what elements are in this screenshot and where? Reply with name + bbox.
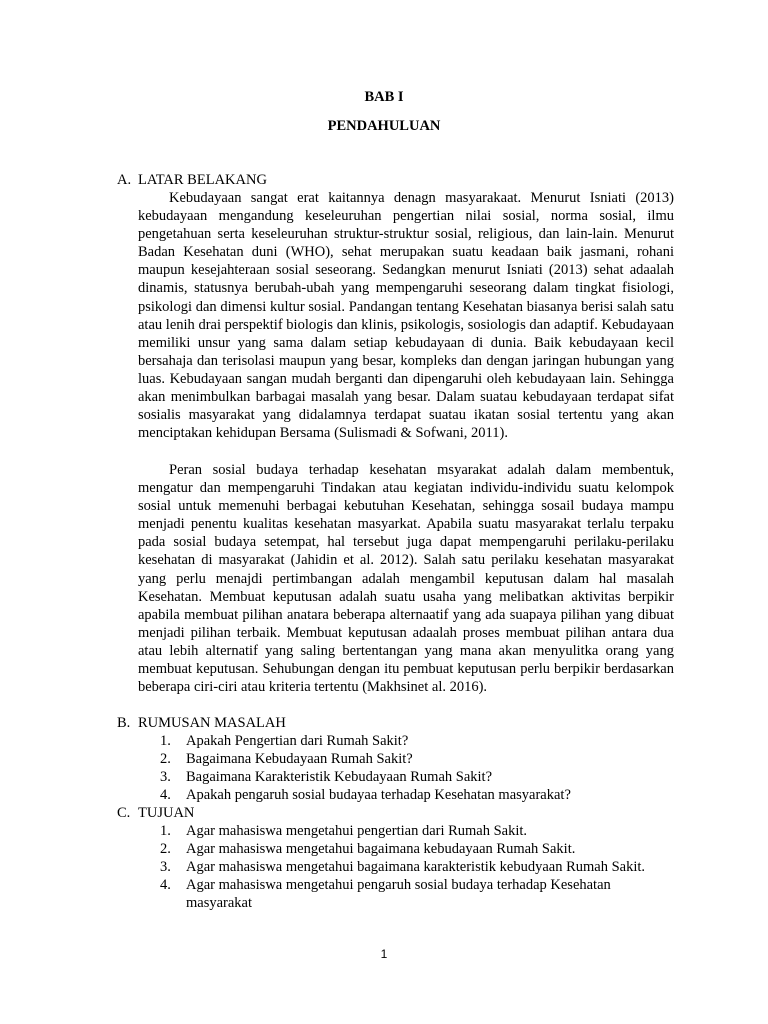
- section-b-title: RUMUSAN MASALAH: [138, 715, 286, 731]
- list-item-number: 3.: [160, 769, 171, 785]
- list-item: [160, 858, 650, 876]
- list-item-text: Agar mahasiswa mengetahui bagaimana kebudayaan Rumah Sakit.: [186, 841, 576, 857]
- section-a-title: LATAR BELAKANG: [138, 172, 267, 188]
- list-item-number: 1.: [160, 733, 171, 749]
- list-item-number: 3.: [160, 859, 171, 875]
- list-item: [160, 786, 660, 804]
- list-item: [160, 732, 660, 750]
- background-paragraph-1: Kebudayaan sangat erat kaitannya denagn masyarakaat. Menurut Isniati (2013) kebudayaan mengandung keseleuruhan pengertian nilai sosial, norma sosial, ilmu pengetahuan serta keseleuruhan struktur-struktur sosial, religious, dan lain-lain. Menurut Badan Kesehatan duni (WHO), sehat merupakan suatu keadaan baik jasmani, rohani maupun kesejahteraan sosial seseorang. Sedangkan menurut Isniati (2013) sehat adaalah dinamis, statusnya berubah-ubah yang mempengaruhi seseorang dalam tingkat fisiologi, psikologi dan dimensi kultur sosial. Pandangan tentang Kesehatan biasanya berisi salah satu atau lenih drai perspektif biologis dan klinis, psikologis, sosiologis dan adaptif. Kebudayaan memiliki unsur yang sama dalam setiap kebudayaan di dunia. Baik kebudayaan kecil bersahaja dan terisolasi maupun yang besar, kompleks dan dengan jaringan hubungan yang luas. Kebudayaan sangan mudah berganti dan dipengaruhi oleh kebudayaan lain. Sehingga akan menimbulkan barbagai masalah yang besar. Dalam suatau kebudayaan terdapat sifat sosialis masyarakat yang didalamnya terdapat suatau ikatan sosial tertentu yang akan menciptakan kehidupan Bersama (Sulismadi & Sofwani, 2011).: [138, 190, 674, 442]
- list-item-text: Agar mahasiswa mengetahui pengertian dari Rumah Sakit.: [186, 823, 528, 839]
- list-item-number: 2.: [160, 751, 171, 767]
- list-item-number: 2.: [160, 841, 171, 857]
- section-c-letter: C.: [117, 805, 131, 821]
- list-item-text: Agar mahasiswa mengetahui bagaimana karakteristik kebudyaan Rumah Sakit.: [186, 859, 646, 875]
- page-number: 1: [380, 947, 388, 961]
- list-item-number: 4.: [160, 787, 171, 803]
- list-item-text: Agar mahasiswa mengetahui pengaruh sosial budaya terhadap Kesehatan masyarakat: [186, 877, 611, 911]
- list-item: [160, 750, 660, 768]
- list-item-text: Bagaimana Karakteristik Kebudayaan Rumah Sakit?: [186, 769, 493, 785]
- list-item-text: Apakah Pengertian dari Rumah Sakit?: [186, 733, 409, 749]
- problem-list: [160, 732, 660, 804]
- section-a-heading: [117, 171, 267, 189]
- chapter-number: BAB I: [364, 89, 404, 105]
- objective-list: [160, 822, 650, 912]
- list-item: [160, 768, 660, 786]
- list-item: [160, 876, 650, 912]
- list-item-number: 4.: [160, 877, 171, 893]
- list-item: [160, 822, 650, 840]
- list-item: [160, 840, 650, 858]
- list-item-text: Apakah pengaruh sosial budayaa terhadap Kesehatan masyarakat?: [186, 787, 571, 803]
- section-a-letter: A.: [117, 172, 132, 188]
- list-item-text: Bagaimana Kebudayaan Rumah Sakit?: [186, 751, 413, 767]
- section-b-letter: B.: [117, 715, 131, 731]
- section-c-heading: [117, 804, 194, 822]
- section-c-title: TUJUAN: [138, 805, 195, 821]
- section-b-heading: [117, 714, 286, 732]
- background-paragraph-2: Peran sosial budaya terhadap kesehatan msyarakat adalah dalam membentuk, mengatur dan mempengaruhi Tindakan atau kegiatan individu-individu suatu kelompok sosial untuk memenuhi berbagai kebutuhan Kesehatan, sehingga sosail budaya mampu menjadi penentu kualitas kesehatan masyarkat. Apabila suatu masyarakat terlalu terpaku pada sosial budaya setempat, hal tersebut juga dapat mempengaruhi perilaku-perilaku kesehatan di masyarakat (Jahidin et al. 2012). Salah satu perilaku kesehatan masyarakat yang perlu menajdi pertimbangan adalah mengambil keputusan dalam hal masalah Kesehatan. Membuat keputusan adalah suatu usaha yang melibatkan aktivitas berpikir apabila membuat pilihan anatara beberapa alternaatif yang ada suapaya pilihan yang dibuat menjadi pilihan terbaik. Membuat keputusan adaalah proses membuat pilihan antara dua atau lebih alternatif yang saling bertentangan yang mana akan menyulitka orang yang membuat keputusan. Sehubungan dengan itu pembuat keputusan perlu berpikir berdasarkan beberapa ciri-ciri atau kriteria tertentu (Makhsinet al. 2016).: [138, 462, 674, 696]
- list-item-number: 1.: [160, 823, 171, 839]
- chapter-title: PENDAHULUAN: [327, 118, 441, 134]
